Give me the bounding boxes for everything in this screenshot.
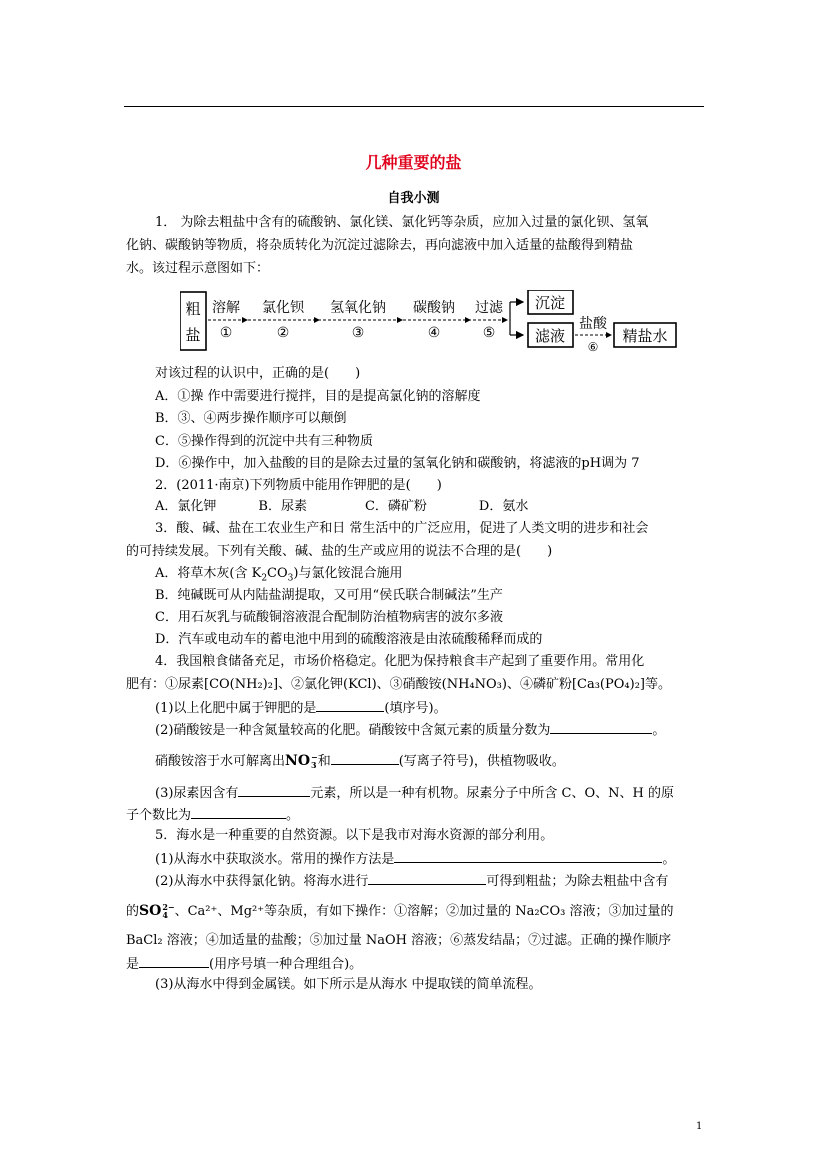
sulfate-formula: SO 2− 4 <box>139 902 175 920</box>
q4-part3-blank[interactable] <box>238 784 310 797</box>
q2-option-d: D．氨水 <box>478 499 529 514</box>
q5-part2: (2)从海水中获得氯化钠。将海水进行 可得到粗盐；为除去粗盐中含有 <box>155 874 669 889</box>
q4-part2-blank[interactable] <box>550 721 652 734</box>
q4-line1: 4．我国粮食储备充足，市场价格稳定。化肥为保持粮食丰产起到了重要作用。常用化 <box>155 654 645 669</box>
nitrate-formula: NO − 3 <box>285 752 318 770</box>
q1-option-c: C．⑤操作得到的沉淀中共有三种物质 <box>155 434 373 449</box>
step4-num: ④ <box>427 325 441 341</box>
step5-num: ⑤ <box>482 325 496 341</box>
step3-label: 氢氧化钠 <box>330 300 386 316</box>
precipitate-label: 沉淀 <box>534 294 566 312</box>
q4-part3b: 子个数比为 。 <box>126 808 300 823</box>
q1-option-a: A．①操 作中需要进行搅拌，目的是提高氯化钠的溶解度 <box>155 389 481 404</box>
q4-part1: (1)以上化肥中属于钾肥的是 (填序号)。 <box>155 701 447 716</box>
q1-option-b: B．③、④两步操作顺序可以颠倒 <box>155 411 347 426</box>
step1-num: ① <box>219 325 233 341</box>
refined-brine-label: 精盐水 <box>622 327 668 345</box>
q4-part3: (3)尿素因含有 元素，所以是一种有机物。尿素分子中所含 C、O、N、H 的原 <box>155 786 675 801</box>
q3-option-d: D．汽车或电动车的蓄电池中用到的硫酸溶液是由浓硫酸稀释而成的 <box>155 632 543 647</box>
q2-option-b: B．尿素 <box>258 499 307 514</box>
q2-options <box>155 499 528 515</box>
q4-part1-blank[interactable] <box>316 699 384 712</box>
q5-line1: 5．海水是一种重要的自然资源。以下是我市对海水资源的部分利用。 <box>155 828 554 843</box>
q1-line2: 化钠、碳酸钠等物质，将杂质转化为沉淀过滤除去，再向滤液中加入适量的盐酸得到精盐 <box>126 238 634 253</box>
step5-label: 过滤 <box>475 300 503 316</box>
q1-stem: 对该过程的认识中，正确的是( ) <box>155 366 361 381</box>
final-step-num: ⑥ <box>587 340 599 352</box>
page-title: 几种重要的盐 <box>365 153 462 172</box>
q1-line1: 1． 为除去粗盐中含有的硫酸钠、氯化镁、氯化钙等杂质，应加入过量的氯化钡、氢氧 <box>155 215 649 230</box>
q3-option-c: C．用石灰乳与硫酸铜溶液混合配制防治植物病害的波尔多液 <box>155 610 503 625</box>
q4-ion-blank[interactable] <box>331 752 399 765</box>
q5-part1-blank[interactable] <box>394 850 662 863</box>
crude-salt-bottom: 盐 <box>185 326 201 344</box>
q5-part2b: 的SO 2− 4 、Ca²⁺、Mg²⁺等杂质，有如下操作：①溶解；②加过量的 Na₂CO₃ 溶液；③加过量的 <box>126 902 674 920</box>
step3-num: ③ <box>351 325 365 341</box>
filtrate-label: 滤液 <box>534 327 566 345</box>
step4-label: 碳酸钠 <box>413 300 455 316</box>
q3-line2: 的可持续发展。下列有关酸、碱、盐的生产或应用的说法不合理的是( ) <box>126 544 553 559</box>
q4-line2: 肥有：①尿素[CO(NH₂)₂]、②氯化钾(KCl)、③硝酸铵(NH₄NO₃)、④磷矿粉[Ca₃(PO₄)₂]等。 <box>126 677 671 692</box>
q5-part2d: 是 (用序号填一种合理组合)。 <box>126 957 363 972</box>
q5-order-blank[interactable] <box>139 955 209 968</box>
page-number: 1 <box>696 1121 703 1132</box>
q3-option-b: B．纯碱既可从内陆盐湖提取，又可用“侯氏联合制碱法”生产 <box>155 588 503 603</box>
q1-option-d: D．⑥操作中，加入盐酸的目的是除去过量的氢氧化钠和碳酸钠，将滤液的pH调为 7 <box>155 456 640 471</box>
section-title: 自我小测 <box>387 191 440 206</box>
final-step-label: 盐酸 <box>579 316 607 332</box>
crude-salt-top: 粗 <box>185 300 201 318</box>
q1-line3: 水。该过程示意图如下： <box>126 261 270 276</box>
q3-line1: 3．酸、碱、盐在工农业生产和日 常生活中的广泛应用，促进了人类文明的进步和社会 <box>155 521 649 536</box>
step2-num: ② <box>276 325 290 341</box>
step1-label: 溶解 <box>212 300 240 316</box>
q4-part2: (2)硝酸铵是一种含氮量较高的化肥。硝酸铵中含氮元素的质量分数为 。 <box>155 723 666 738</box>
q4-ratio-blank[interactable] <box>191 806 286 819</box>
header-rule <box>124 106 704 107</box>
process-diagram <box>180 290 680 352</box>
q4-part2b: 硝酸铵溶于水可解离出NO − 3 和 (写离子符号)，供植物吸收。 <box>155 752 565 770</box>
step2-label: 氯化钡 <box>262 300 304 316</box>
q5-part2c: BaCl₂ 溶液；④加适量的盐酸；⑤加过量 NaOH 溶液；⑥蒸发结晶；⑦过滤。正确的操作顺序 <box>126 933 672 948</box>
q5-part1: (1)从海水中获取淡水。常用的操作方法是 。 <box>155 852 676 867</box>
q5-part3: (3)从海水中得到金属镁。如下所示是从海水 中提取镁的简单流程。 <box>155 977 542 992</box>
q2-option-c: C．磷矿粉 <box>364 499 427 514</box>
q2-stem: 2．(2011·南京)下列物质中能用作钾肥的是( ) <box>155 478 442 493</box>
q3-option-a: A．将草木灰(含 $K_2CO_3$)与氯化铵混合施用 <box>155 566 403 584</box>
q2-option-a: A．氯化钾 <box>155 499 217 514</box>
q5-part2-blank[interactable] <box>368 872 486 885</box>
